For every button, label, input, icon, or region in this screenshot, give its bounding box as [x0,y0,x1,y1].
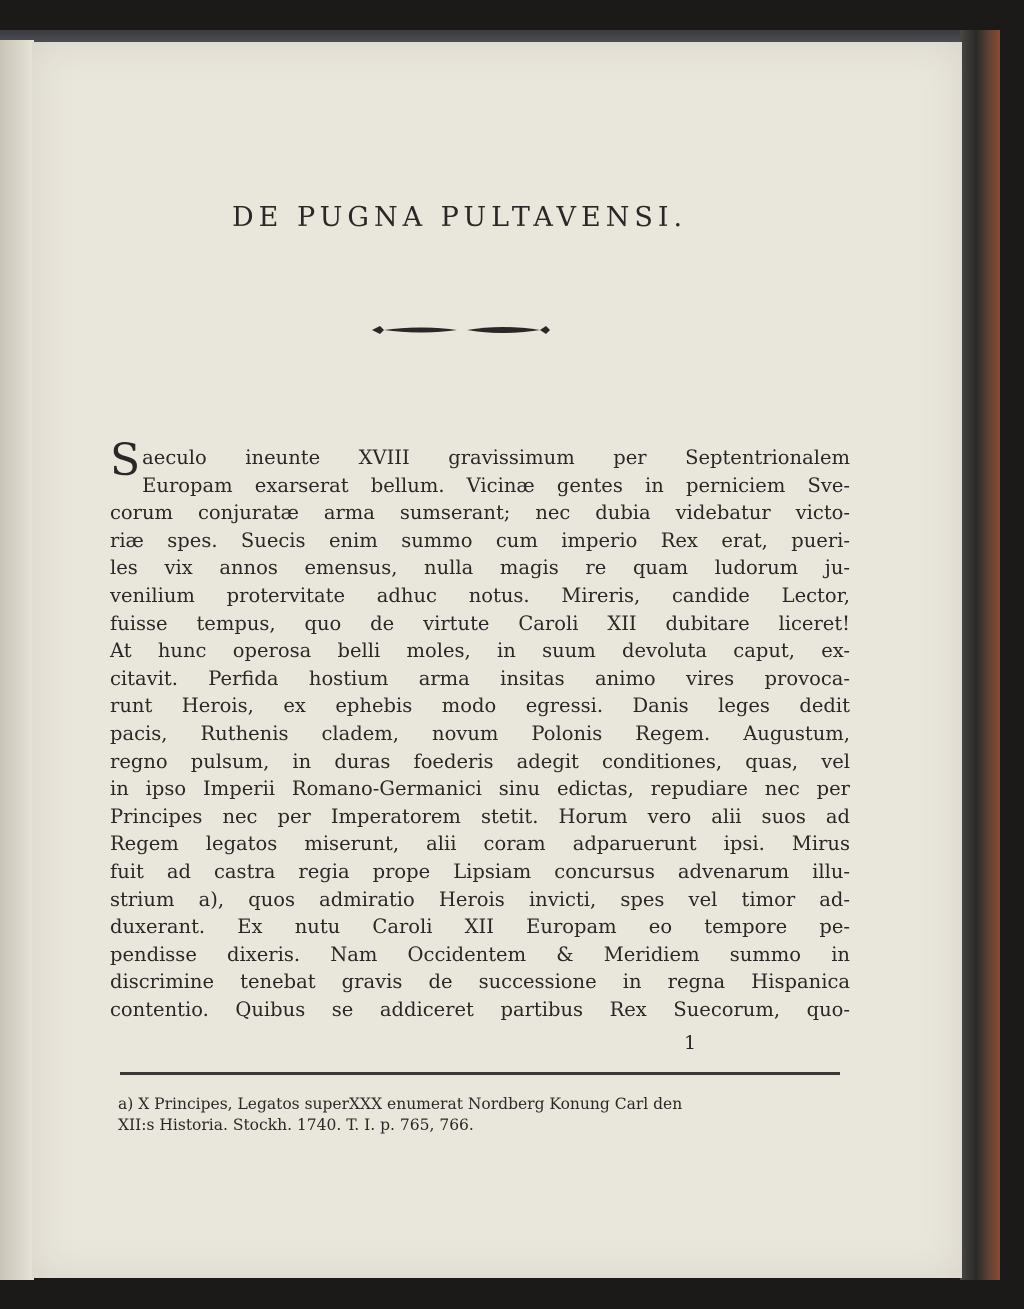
body-text [110,435,850,1023]
body-line: duxerant. Ex nutu Caroli XII Europam eo tempore pe- [110,915,850,939]
body-line: riæ spes. Suecis enim summo cum imperio Rex erat, pueri- [110,528,850,552]
body-line: in ipso Imperii Romano-Germanici sinu edictas, repudiare nec per [110,777,850,801]
body-line: discrimine tenebat gravis de successione in regna Hispanica [110,970,850,994]
body-line: citavit. Perfida hostium arma insitas animo vires provoca- [110,666,850,690]
footnote [118,1094,858,1136]
body-line: Principes nec per Imperatorem stetit. Horum vero alii suos ad [110,804,850,828]
body-line: pacis, Ruthenis cladem, novum Polonis Regem. Augustum, [110,721,850,745]
body-line: venilium protervitate adhuc notus. Mireris, candide Lector, [110,583,850,607]
body-line: Europam exarserat bellum. Vicinæ gentes in perniciem Sve- [142,473,850,497]
body-line: runt Herois, ex ephebis modo egressi. Danis leges dedit [110,694,850,718]
body-line: regno pulsum, in duras foederis adegit conditiones, quas, vel [110,749,850,773]
footnote-line: XII:s Historia. Stockh. 1740. T. I. p. 765, 766. [118,1116,474,1134]
body-line: Saeculo ineunte XVIII gravissimum per Septentrionalem [110,435,850,486]
body-line: strium a), quos admiratio Herois invicti, spes vel timor ad- [110,887,850,911]
body-line: At hunc operosa belli moles, in suum devoluta caput, ex- [110,639,850,663]
body-line: fuisse tempus, quo de virtute Caroli XII dubitare liceret! [110,611,850,635]
previous-page-edge [0,40,34,1280]
page-title: DE PUGNA PULTAVENSI. [232,202,688,233]
ornament-divider-icon [332,320,592,340]
signature-mark: 1 [684,1032,697,1054]
body-line: fuit ad castra regia prope Lipsiam concursus advenarum illu- [110,859,850,883]
book-binding-edge [960,30,1000,1280]
body-line: corum conjuratæ arma sumserant; nec dubia videbatur victo- [110,501,850,525]
body-line: Regem legatos miserunt, alii coram adparuerunt ipsi. Mirus [110,832,850,856]
body-line: pendisse dixeris. Nam Occidentem & Meridiem summo in [110,942,850,966]
footnote-line: a) X Principes, Legatos superXXX enumerat Nordberg Konung Carl den [118,1095,683,1113]
footnote-rule [120,1072,840,1075]
body-line: contentio. Quibus se addiceret partibus Rex Suecorum, quo- [110,997,850,1021]
body-line: les vix annos emensus, nulla magis re quam ludorum ju- [110,556,850,580]
drop-cap: S [110,435,141,486]
book-page [32,42,962,1278]
